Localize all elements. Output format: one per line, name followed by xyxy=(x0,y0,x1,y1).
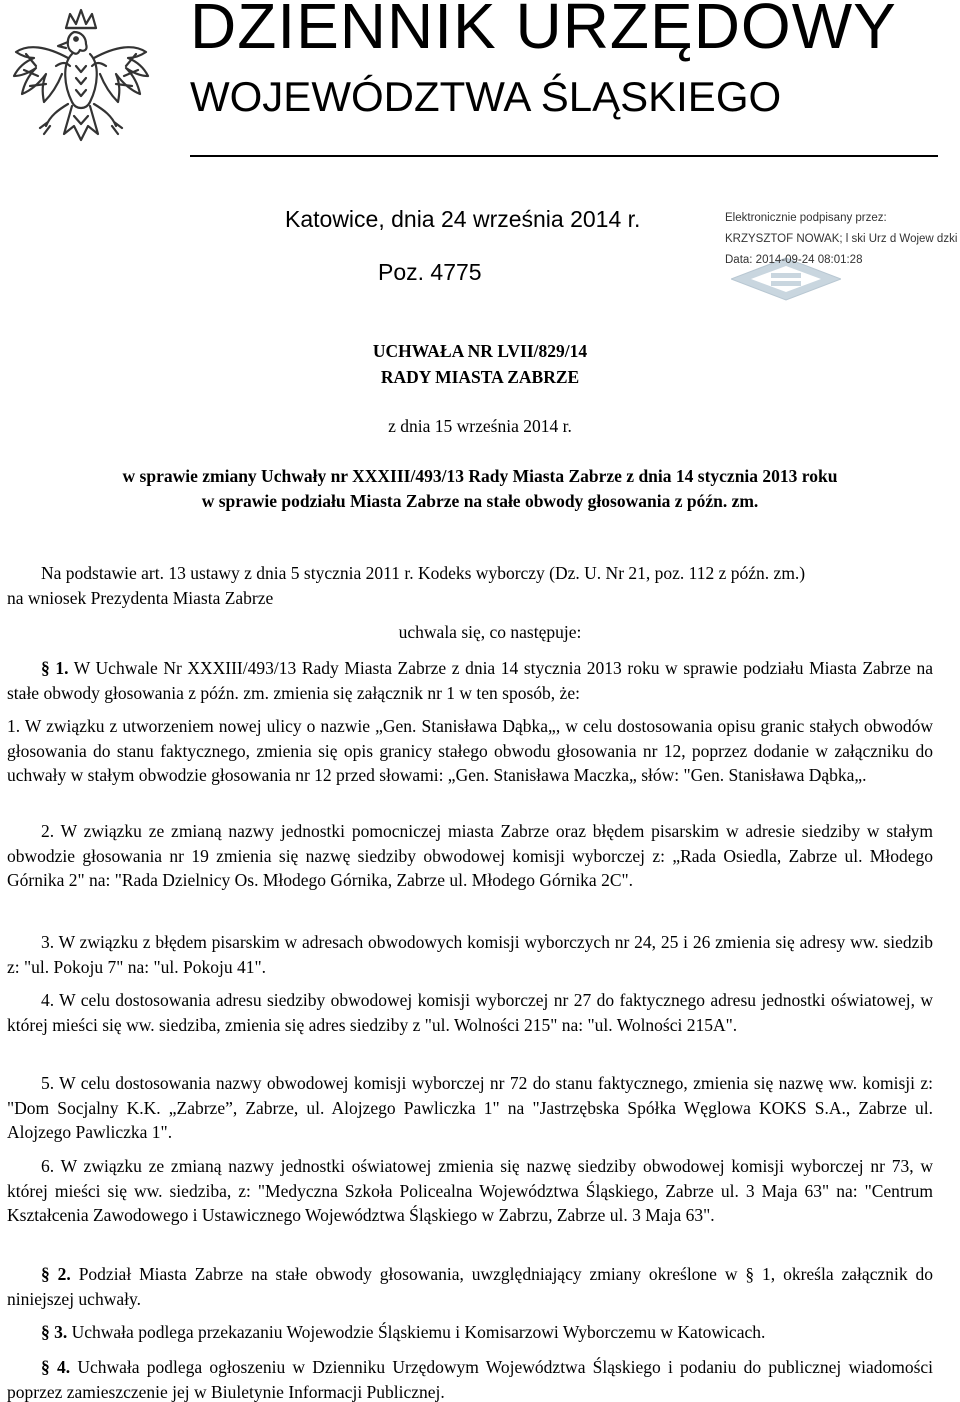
electronic-signature xyxy=(725,208,960,302)
item-3: 3. W związku z błędem pisarskim w adresach obwodowych komisji wyborczych nr 24, 25 i 26 zmienia się adresy ww. siedzib z: "ul. Pokoju 7" na: "ul. Pokoju 41". xyxy=(7,932,933,977)
section-4-mark: § 4. xyxy=(41,1357,71,1377)
signature-signer: KRZYSZTOF NOWAK; l ski Urz d Wojew dzki xyxy=(725,233,958,245)
white-eagle-emblem-icon xyxy=(6,6,156,162)
section-4 xyxy=(7,1355,933,1402)
section-1-text: W Uchwale Nr XXXIII/493/13 Rady Miasta Zabrze z dnia 14 stycznia 2013 roku w sprawie podziału Miasta Zabrze na stałe obwody głosowania z późn. zm. zmienia się załącznik nr 1 w ten sposób, że: xyxy=(7,658,934,703)
section-2 xyxy=(7,1262,933,1311)
resolves-phrase: uchwala się, co następuje: xyxy=(398,622,582,642)
section-2-mark: § 2. xyxy=(41,1264,71,1284)
item-2: 2. W związku ze zmianą nazwy jednostki pomocniczej miasta Zabrze oraz błędem pisarskim w adresie siedziby w stałym obwodzie głosowania nr 19 zmienia się nazwę siedziby obwodowej komisji wyborczej z: „Rada Osiedla, Zabrze ul. Młodego Górnika 2" na: "Rada Dzielnicy Os. Młodego Górnika, Zabrze ul. Młodego Górnika 2C". xyxy=(7,821,933,890)
resolution-date: z dnia 15 września 2014 r. xyxy=(388,416,572,436)
position-number: Poz. 4775 xyxy=(378,259,482,285)
publication-title: DZIENNIK URZĘDOWY xyxy=(190,0,897,62)
place-and-date: Katowice, dnia 24 września 2014 r. xyxy=(285,206,641,232)
publication-subtitle: WOJEWÓDZTWA ŚLĄSKIEGO xyxy=(190,73,782,120)
preamble-line1: Na podstawie art. 13 ustawy z dnia 5 stycznia 2011 r. Kodeks wyborczy (Dz. U. Nr 21, poz. 112 z późn. zm.) xyxy=(41,563,806,583)
section-4-text: Uchwała podlega ogłoszeniu w Dzienniku Urzędowym Województwa Śląskiego i podaniu do publicznej wiadomości poprzez zamieszczenie jej w Biuletynie Informacji Publicznej. xyxy=(7,1357,934,1402)
signature-label: Elektronicznie podpisany przez: xyxy=(725,212,887,224)
section-3 xyxy=(7,1320,933,1345)
section-1-mark: § 1. xyxy=(41,658,69,678)
item-4: 4. W celu dostosowania adresu siedziby obwodowej komisji wyborczej nr 27 do faktycznego adresu jednostki oświatowej, w której mieści się ww. siedziba, zmienia się adres siedziby z "ul. Wolności 215" na: "ul. Wolności 215A". xyxy=(7,990,933,1035)
item-6: 6. W związku ze zmianą nazwy jednostki oświatowej zmienia się nazwę siedziby obwodowej komisji wyborczej nr 73, w której mieści się ww. siedziba, z: "Medyczna Szkoła Policealna Województwa Śląskiego, Zabrze ul. 3 Maja 63" na: "Centrum Kształcenia Zawodowego i Ustawicznego Województwa Śląskiego w Zabrzu, Zabrze ul. 3 Maja 63". xyxy=(7,1156,933,1225)
section-1 xyxy=(7,656,933,705)
item-5: 5. W celu dostosowania nazwy obwodowej komisji wyborczej nr 72 do stanu faktycznego, zmienia się nazwę ww. komisji z: "Dom Socjalny K.K. „Zabrze”, Zabrze, ul. Alojzego Pawliczka 1" na "Jastrzębska Spółka Węglowa KOKS S.A., Zabrze ul. Alojzego Pawliczka 1". xyxy=(7,1073,933,1142)
section-2-text: Podział Miasta Zabrze na stałe obwody głosowania, uwzględniający zmiany określone w § 1, określa załącznik do niniejszej uchwały. xyxy=(7,1264,933,1309)
resolution-title: UCHWAŁA NR LVII/829/14 xyxy=(372,341,588,361)
preamble-line2: na wniosek Prezydenta Miasta Zabrze xyxy=(7,588,274,608)
section-3-mark: § 3. xyxy=(41,1322,68,1342)
resolution-subject-line1: w sprawie zmiany Uchwały nr XXXIII/493/13 Rady Miasta Zabrze z dnia 14 stycznia 2013 roku xyxy=(122,466,838,486)
item-1: 1. W związku z utworzeniem nowej ulicy o nazwie „Gen. Stanisława Dąbka„, w celu dostosowania opisu granic stałych obwodów głosowania do stanu faktycznego, zmienia się opis granicy stałego obwodu głosowania nr 12, poprzez dodanie w załączniku do uchwały w stałym obwodzie głosowania nr 12 przed słowami: „Gen. Stanisława Maczka„ słów: "Gen. Stanisława Dąbka„. xyxy=(7,716,933,785)
signature-date: Data: 2014-09-24 08:01:28 xyxy=(725,254,863,266)
header-divider xyxy=(190,155,938,157)
section-3-text: Uchwała podlega przekazaniu Wojewodzie Śląskiemu i Komisarzowi Wyborczemu w Katowicach. xyxy=(71,1322,766,1342)
resolution-subject-line2: w sprawie podziału Miasta Zabrze na stałe obwody głosowania z późn. zm. xyxy=(201,491,759,511)
resolution-issuer: RADY MIASTA ZABRZE xyxy=(380,367,580,387)
